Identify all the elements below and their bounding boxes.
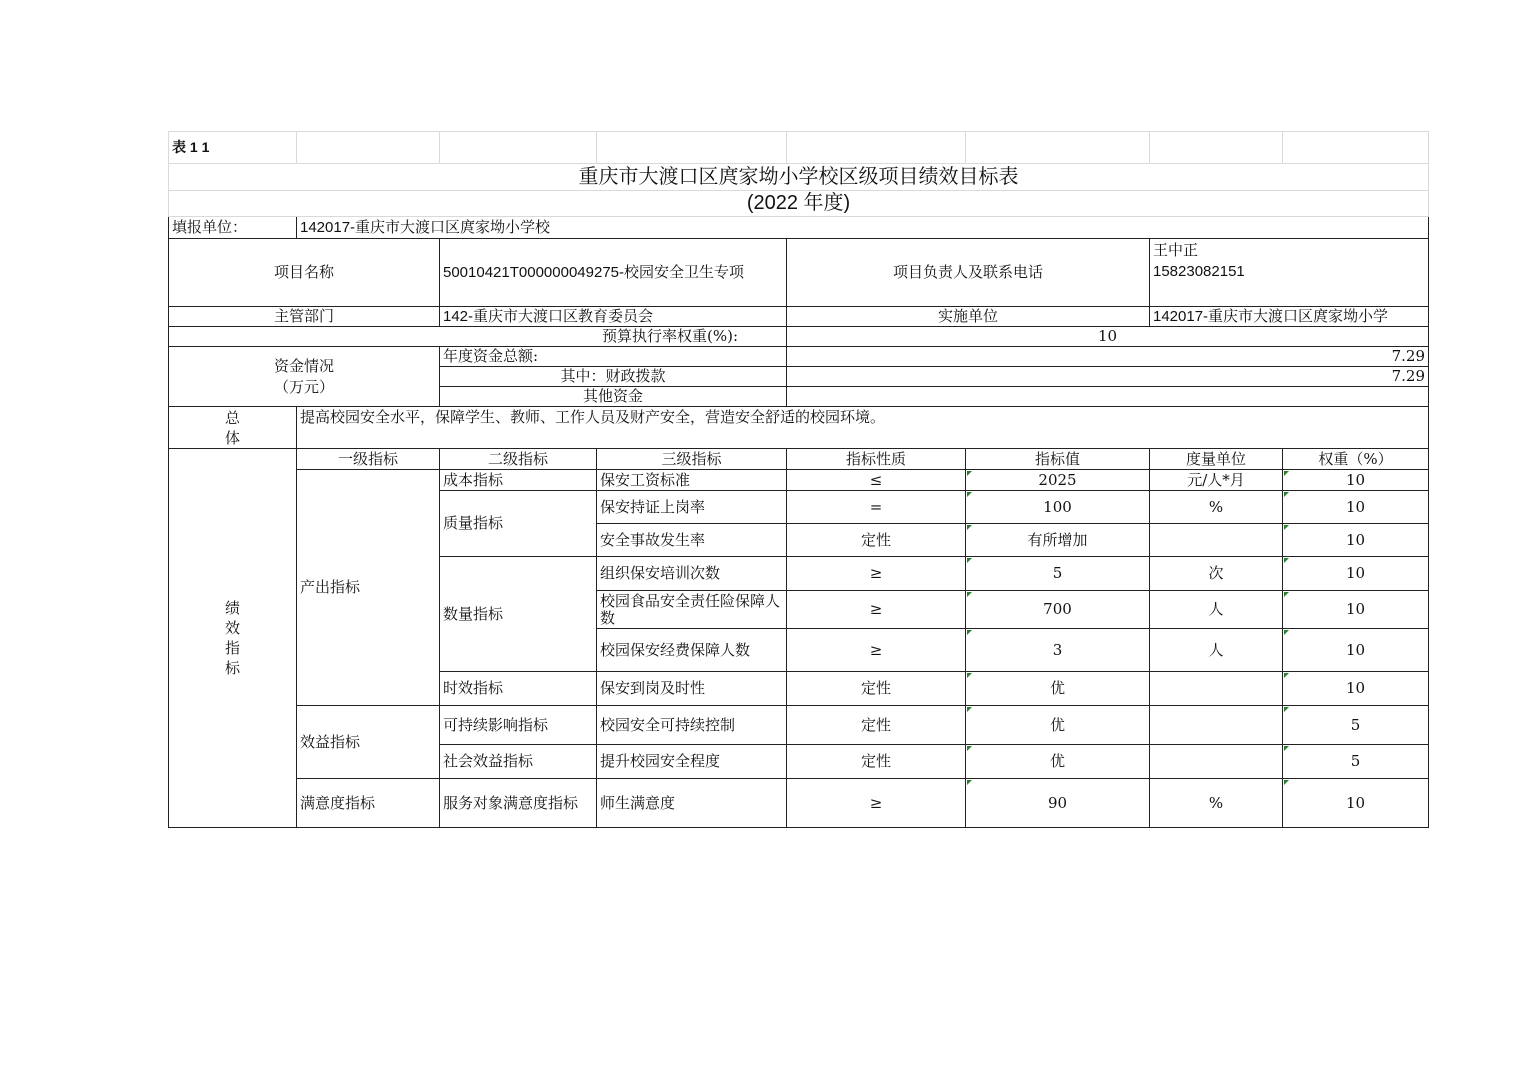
indicator-unit [1150,745,1283,779]
indicator-weight: 5 [1283,745,1429,779]
indicator-nature: 定性 [787,524,966,557]
funds-total-value: 7.29 [787,347,1429,367]
project-contact-value [1150,239,1429,307]
implementing-unit-value: 142017-重庆市大渡口区庹家坳小学 [1150,307,1429,327]
indicator-nature: 定性 [787,672,966,706]
contact-phone: 15823082151 [1153,263,1245,280]
level2-cost: 成本指标 [440,470,597,491]
table-row [169,470,1429,491]
budget-weight-value: 10 [787,327,1429,347]
project-name-label: 项目名称 [169,239,440,307]
header-value: 指标值 [966,449,1150,470]
overall-goal-text: 提高校园安全水平，保障学生、教师、工作人员及财产安全，营造安全舒适的校园环境。 [297,407,1429,449]
funds-fiscal-label: 其中：财政拨款 [440,367,787,387]
funds-total-label: 年度资金总额: [440,347,787,367]
indicator-unit [1150,672,1283,706]
table-number: 表 1 1 [169,132,297,164]
level2-social: 社会效益指标 [440,745,597,779]
indicator-weight: 5 [1283,706,1429,745]
filler-unit-label: 填报单位： [169,217,297,239]
level1-satisfaction: 满意度指标 [297,779,440,828]
indicator-unit: 元/人*月 [1150,470,1283,491]
indicator-value: 700 [966,591,1150,629]
indicator-value: 100 [966,491,1150,524]
indicator-unit: 次 [1150,557,1283,591]
indicator-name: 安全事故发生率 [597,524,787,557]
funds-other-value [787,387,1429,407]
indicator-name: 保安工资标准 [597,470,787,491]
level2-sustainable: 可持续影响指标 [440,706,597,745]
indicator-weight: 10 [1283,470,1429,491]
indicator-nature: ≤ [787,470,966,491]
indicator-unit: % [1150,779,1283,828]
page-title: 重庆市大渡口区庹家坳小学校区级项目绩效目标表 [169,164,1429,191]
indicator-nature: 定性 [787,706,966,745]
indicator-weight: 10 [1283,524,1429,557]
level1-benefit: 效益指标 [297,706,440,779]
indicator-name: 校园安全可持续控制 [597,706,787,745]
indicator-name: 保安到岗及时性 [597,672,787,706]
indicator-value: 优 [966,745,1150,779]
indicator-value: 优 [966,706,1150,745]
indicator-weight: 10 [1283,672,1429,706]
indicator-name: 校园食品安全责任险保障人数 [597,591,787,629]
indicator-name: 保安持证上岗率 [597,491,787,524]
indicator-unit [1150,524,1283,557]
table-row [169,779,1429,828]
header-level2: 二级指标 [440,449,597,470]
indicator-nature: = [787,491,966,524]
level2-quantity: 数量指标 [440,557,597,672]
level2-service-satisfaction: 服务对象满意度指标 [440,779,597,828]
project-contact-label: 项目负责人及联系电话 [787,239,1150,307]
performance-table [168,131,1429,828]
indicator-weight: 10 [1283,557,1429,591]
indicator-nature: ≥ [787,591,966,629]
contact-name: 王中正 [1153,242,1199,259]
indicator-weight: 10 [1283,491,1429,524]
header-weight: 权重（%） [1283,449,1429,470]
header-unit: 度量单位 [1150,449,1283,470]
department-value: 142-重庆市大渡口区教育委员会 [440,307,787,327]
project-name-value: 50010421T000000049275-校园安全卫生专项 [440,239,787,307]
level2-quality: 质量指标 [440,491,597,557]
funds-other-label: 其他资金 [440,387,787,407]
funds-label [169,347,440,407]
indicator-name: 师生满意度 [597,779,787,828]
indicator-unit: 人 [1150,591,1283,629]
indicator-name: 提升校园安全程度 [597,745,787,779]
indicator-nature: 定性 [787,745,966,779]
indicator-nature: ≥ [787,557,966,591]
indicator-unit: 人 [1150,629,1283,672]
indicator-weight: 10 [1283,591,1429,629]
indicator-nature: ≥ [787,629,966,672]
indicator-value: 2025 [966,470,1150,491]
header-level1: 一级指标 [297,449,440,470]
indicator-value: 有所增加 [966,524,1150,557]
funds-label-line1: 资金情况 [273,356,334,375]
header-level3: 三级指标 [597,449,787,470]
indicator-value: 优 [966,672,1150,706]
budget-weight-label: 预算执行率权重(%): [169,327,787,347]
funds-fiscal-value: 7.29 [787,367,1429,387]
indicator-value: 5 [966,557,1150,591]
indicator-weight: 10 [1283,779,1429,828]
indicator-unit [1150,706,1283,745]
indicator-value: 90 [966,779,1150,828]
indicator-name: 组织保安培训次数 [597,557,787,591]
page-subtitle: (2022 年度) [169,191,1429,217]
implementing-unit-label: 实施单位 [787,307,1150,327]
table-row [169,706,1429,745]
indicator-weight: 10 [1283,629,1429,672]
performance-indicators-label: 绩效指标 [169,449,297,828]
performance-form [168,131,1428,828]
funds-label-line2: （万元） [273,377,334,396]
level2-timeliness: 时效指标 [440,672,597,706]
header-nature: 指标性质 [787,449,966,470]
indicator-unit: % [1150,491,1283,524]
filler-unit-value: 142017-重庆市大渡口区庹家坳小学校 [297,217,1429,239]
overall-goal-label: 总体 [169,407,297,449]
level1-output: 产出指标 [297,470,440,706]
indicator-nature: ≥ [787,779,966,828]
indicator-name: 校园保安经费保障人数 [597,629,787,672]
department-label: 主管部门 [169,307,440,327]
indicator-value: 3 [966,629,1150,672]
